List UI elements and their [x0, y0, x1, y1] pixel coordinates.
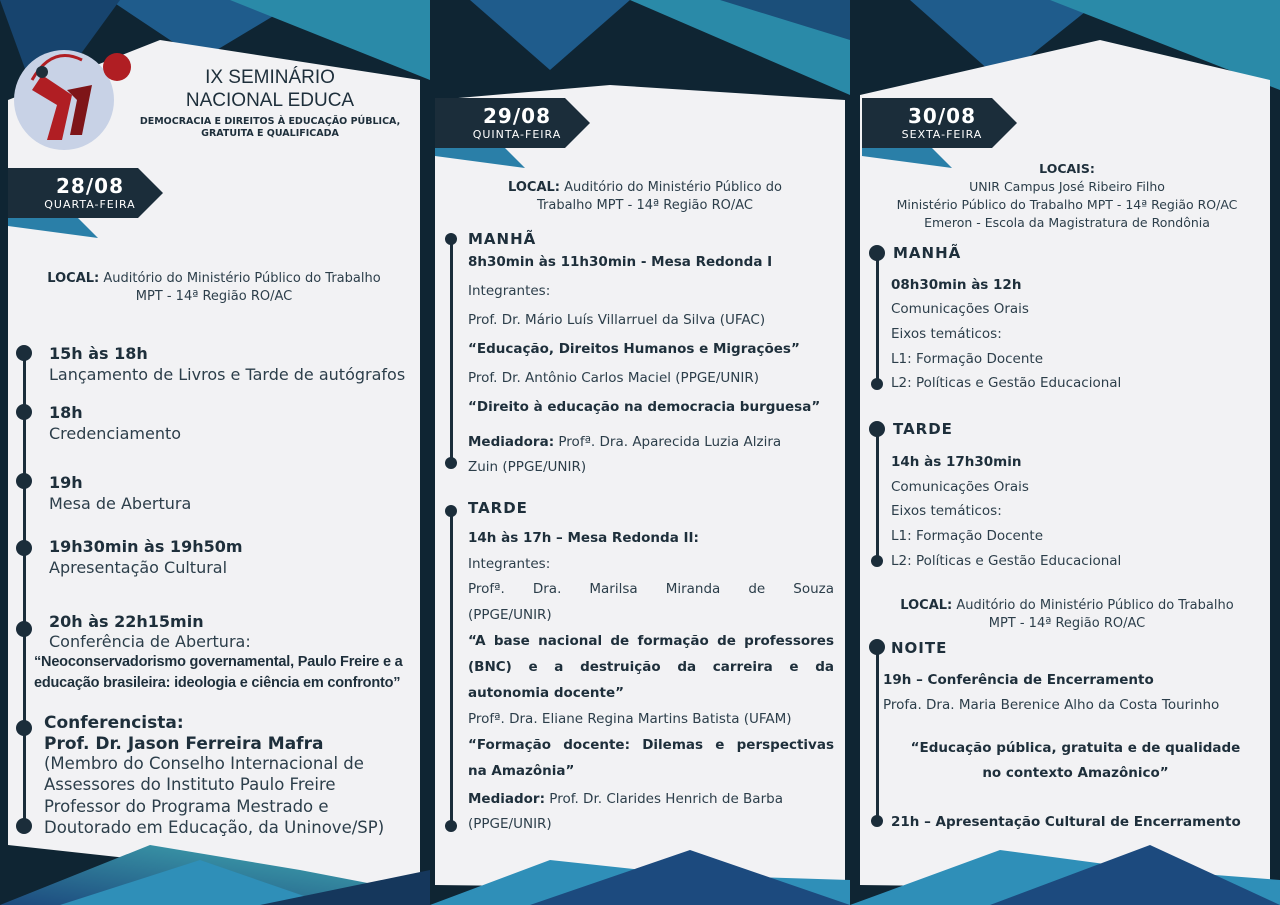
session-time: 08h30min às 12h — [891, 277, 1022, 293]
talk-title: “Direito à educação na democracia burguesa” — [468, 399, 821, 415]
panel-day-3 — [850, 0, 1280, 905]
moderator-label: Mediador: — [468, 791, 545, 807]
timeline-dot — [16, 720, 32, 736]
timeline-line — [450, 512, 453, 830]
timeline-line — [450, 240, 453, 465]
seminar-title-line-1: IX SEMINÁRIO — [205, 67, 335, 88]
section-afternoon: TARDE — [893, 420, 953, 438]
timeline-line — [23, 355, 26, 827]
talk-title-line-1: “Formação docente: Dilemas e perspectivas — [468, 737, 834, 753]
members-label: Integrantes: — [468, 283, 551, 299]
event-time: 18h — [49, 403, 83, 422]
timeline-dot — [16, 404, 32, 420]
lecture-title-line-1: “Educação pública, gratuita e de qualidade — [910, 740, 1241, 756]
location-text — [440, 179, 850, 215]
session-line: Eixos temáticos: — [891, 503, 1002, 519]
location-label: LOCAL: — [508, 180, 561, 195]
timeline-dot — [445, 505, 457, 517]
session-time: 14h às 17h30min — [891, 454, 1022, 470]
location-line-2: Trabalho MPT - 14ª Região RO/AC — [537, 198, 753, 213]
timeline-dot — [16, 540, 32, 556]
talk-title: “Educação, Direitos Humanos e Migrações” — [468, 341, 800, 357]
timeline-dot — [869, 421, 885, 437]
timeline-dot — [445, 820, 457, 832]
session-time: 8h30min às 11h30min - Mesa Redonda I — [468, 254, 773, 270]
event-time: 19h — [49, 473, 83, 492]
speaker-bio-line-2: Assessores do Instituto Paulo Freire — [44, 775, 336, 794]
timeline-dot — [871, 555, 883, 567]
session-line: Comunicações Orais — [891, 301, 1029, 317]
seminar-logo — [12, 40, 132, 150]
date-badge — [457, 104, 577, 142]
locations-label: LOCAIS: — [1039, 161, 1095, 176]
moderator-line-1 — [468, 434, 781, 450]
section-morning: MANHÃ — [893, 244, 962, 262]
timeline-line — [876, 648, 879, 820]
timeline-dot — [871, 378, 883, 390]
lecture-title-line-2: educação brasileira: ideologia e ciência em confronto” — [34, 675, 401, 691]
event-description: Apresentação Cultural — [49, 558, 228, 577]
section-evening: NOITE — [891, 639, 948, 657]
panelist: Prof. Dr. Antônio Carlos Maciel (PPGE/UNIR) — [468, 370, 759, 386]
location-text — [10, 270, 418, 306]
location-line-1: Auditório do Ministério Público do Trabalho — [99, 271, 381, 286]
location-line-2: MPT - 14ª Região RO/AC — [135, 289, 293, 304]
date-label: 29/08 — [483, 104, 551, 128]
timeline-dot — [445, 233, 457, 245]
location-label: LOCAL: — [47, 271, 100, 286]
speaker-label: Conferencista: — [44, 713, 184, 733]
session-line: L1: Formação Docente — [891, 528, 1044, 544]
session-time: 14h às 17h – Mesa Redonda II: — [468, 530, 699, 546]
session-time: 19h – Conferência de Encerramento — [883, 672, 1154, 688]
panelist: Profª. Dra. Eliane Regina Martins Batista (UFAM) — [468, 711, 792, 727]
talk-title-line-1: “A base nacional de formação de professores — [468, 633, 834, 649]
seminar-title-line-2: NACIONAL EDUCA — [185, 90, 355, 111]
talk-title-line-2: (BNC) e a destruição da carreira e da — [468, 659, 834, 675]
timeline-dot — [16, 621, 32, 637]
session-line: L2: Políticas e Gestão Educacional — [891, 375, 1122, 391]
talk-title-line-3: autonomia docente” — [468, 685, 625, 701]
talk-title-line-2: na Amazônia” — [468, 763, 575, 779]
date-label: 28/08 — [56, 174, 124, 198]
moderator-line-2: Zuin (PPGE/UNIR) — [468, 459, 587, 475]
lecture-title-line-2: no contexto Amazônico” — [982, 765, 1169, 781]
timeline-line — [876, 432, 879, 560]
date-badge — [30, 174, 150, 212]
location-2: Ministério Público do Trabalho MPT - 14ª Região RO/AC — [896, 197, 1238, 212]
timeline-dot — [869, 639, 885, 655]
moderator-name: Profª. Dra. Aparecida Luzia Alzira — [554, 434, 782, 450]
panelist: Prof. Dr. Mário Luís Villarruel da Silva (UFAC) — [468, 312, 766, 328]
speaker-bio-line-4: Doutorado em Educação, da Uninove/SP) — [44, 818, 385, 837]
timeline-dot — [16, 345, 32, 361]
event-description: Mesa de Abertura — [49, 494, 192, 513]
event-description: Lançamento de Livros e Tarde de autógrafos — [49, 365, 406, 384]
session-line: L2: Políticas e Gestão Educacional — [891, 553, 1122, 569]
lecture-title-line-1: “Neoconservadorismo governamental, Paulo Freire e a — [34, 654, 403, 670]
location-3: Emeron - Escola da Magistratura de Rondônia — [924, 215, 1210, 230]
panelist-affiliation: (PPGE/UNIR) — [468, 607, 552, 623]
panel-day-2 — [430, 0, 850, 905]
date-label: 30/08 — [908, 104, 976, 128]
session-line: Comunicações Orais — [891, 479, 1029, 495]
moderator-label: Mediadora: — [468, 434, 555, 450]
speaker-bio-line-3: Professor do Programa Mestrado e — [44, 797, 329, 816]
session-line: Eixos temáticos: — [891, 326, 1002, 342]
moderator-line-1 — [468, 791, 783, 807]
seminar-subtitle-line-1: DEMOCRACIA E DIREITOS À EDUCAÇÃO PÚBLICA, — [139, 116, 401, 127]
panelist: Profª. Dra. Marilsa Miranda de Souza — [468, 581, 834, 597]
timeline-line — [876, 258, 879, 384]
closing-event: 21h – Apresentação Cultural de Encerramento — [891, 814, 1241, 830]
event-description: Credenciamento — [49, 424, 182, 443]
timeline-dot — [16, 473, 32, 489]
location-line-1: Auditório do Ministério Público do Trabalho — [952, 598, 1234, 613]
panel-day-1 — [0, 0, 430, 905]
event-time: 15h às 18h — [49, 344, 148, 363]
event-description: Conferência de Abertura: — [49, 632, 251, 651]
moderator-line-2: (PPGE/UNIR) — [468, 816, 552, 832]
timeline-dot — [16, 818, 32, 834]
weekday-label: SEXTA-FEIRA — [901, 128, 983, 141]
timeline-dot — [445, 457, 457, 469]
timeline-dot — [869, 245, 885, 261]
location-line-1: Auditório do Ministério Público do — [560, 180, 782, 195]
session-line: L1: Formação Docente — [891, 351, 1044, 367]
speaker-name: Profa. Dra. Maria Berenice Alho da Costa Tourinho — [883, 697, 1220, 713]
location-text — [862, 597, 1272, 633]
timeline-dot — [871, 815, 883, 827]
locations-block — [862, 160, 1272, 232]
speaker-bio-line-1: (Membro do Conselho Internacional de — [44, 754, 364, 773]
location-1: UNIR Campus José Ribeiro Filho — [969, 179, 1165, 194]
location-line-2: MPT - 14ª Região RO/AC — [988, 616, 1146, 631]
weekday-label: QUARTA-FEIRA — [44, 198, 136, 211]
seminar-subtitle-line-2: GRATUITA E QUALIFICADA — [201, 128, 339, 139]
speaker-name: Prof. Dr. Jason Ferreira Mafra — [44, 734, 324, 754]
location-label: LOCAL: — [900, 598, 953, 613]
weekday-label: QUINTA-FEIRA — [472, 128, 562, 141]
members-label: Integrantes: — [468, 556, 551, 572]
event-time: 19h30min às 19h50m — [49, 537, 243, 556]
event-time: 20h às 22h15min — [49, 612, 204, 631]
moderator-name: Prof. Dr. Clarides Henrich de Barba — [545, 791, 783, 807]
section-afternoon: TARDE — [468, 499, 528, 517]
section-morning: MANHÃ — [468, 230, 537, 248]
date-badge — [882, 104, 1002, 142]
